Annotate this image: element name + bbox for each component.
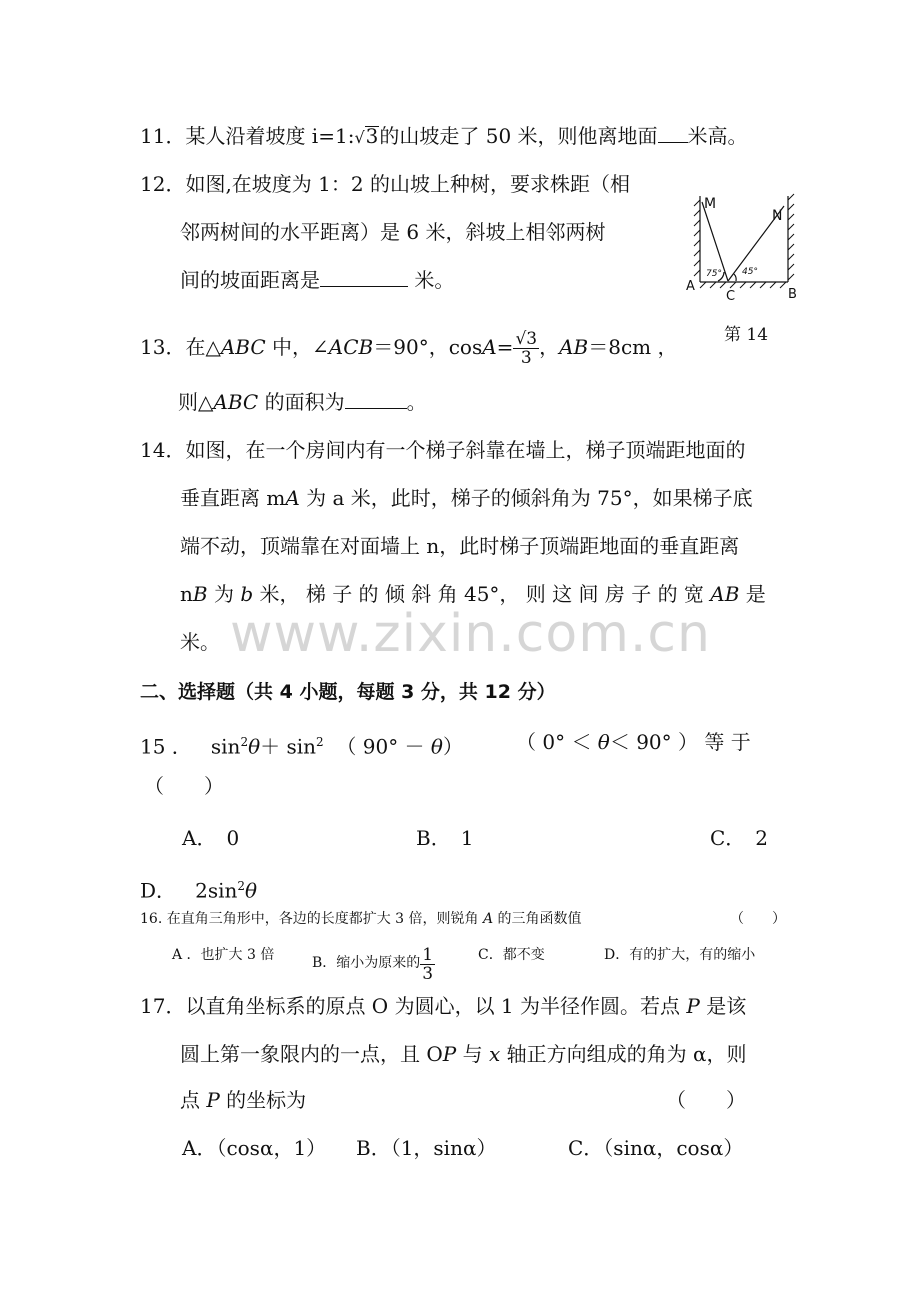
question-12-line-3: 间的坡面距离是 米。 xyxy=(180,268,455,292)
question-15-condition: （ 0° ＜ θ＜ 90° ） 等 于 xyxy=(516,730,751,754)
question-13-line-2: 则△ABC 的面积为 。 xyxy=(178,390,427,414)
question-17-line-2: 圆上第一象限内的一点，且 OP 与 x 轴正方向组成的角为 α，则 xyxy=(180,1042,747,1066)
question-17-line-1: 17．以直角坐标系的原点 O 为圆心，以 1 为半径作圆。若点 P 是该 xyxy=(140,994,747,1018)
option-D: D． $2\sin^2\theta$ xyxy=(140,878,258,903)
question-12-line-2: 邻两树间的水平距离）是 6 米，斜坡上相邻两树 xyxy=(180,220,606,244)
answer-blank xyxy=(345,390,407,409)
question-13-line-1: 13．在△ABC 中，∠ACB＝90°，cosA= $\frac{√3}{3}$ ，AB＝8cm ， xyxy=(140,329,678,368)
angle-label-75: 75° xyxy=(706,269,722,279)
q17-option-A: A．（cosα，1） xyxy=(182,1136,327,1160)
label-M: M xyxy=(704,196,717,212)
label-B: B xyxy=(788,287,797,302)
answer-bracket: （ ） xyxy=(730,911,786,927)
q16-option-A: A ．也扩大 3 倍 xyxy=(172,947,275,963)
question-15-line-1: 15 ． $\sin^2\theta+ \sin^2$ （ 90° － θ） xyxy=(140,734,463,759)
label-N: N xyxy=(772,208,783,224)
q11-text: 某人沿着坡度 i=1: xyxy=(185,124,355,148)
answer-bracket: （ ） xyxy=(144,774,224,798)
figure-caption: 第 14 xyxy=(724,325,769,345)
section-2-title: 二、选择题（共 4 小题，每题 3 分，共 12 分） xyxy=(140,681,556,703)
answer-bracket: （ ） xyxy=(666,1088,746,1112)
q17-option-B: B．（1，sinα） xyxy=(356,1136,497,1160)
question-14-line-5: 米。 xyxy=(180,630,220,654)
option-C: C． 2 xyxy=(710,826,769,850)
q17-option-C: C．（sinα，cosα） xyxy=(568,1136,744,1160)
question-16-stem: 16. 在直角三角形中，各边的长度都扩大 3 倍，则锐角 A 的三角函数值 xyxy=(140,911,582,927)
question-14-line-2: 垂直距离 mA 为 a 米，此时，梯子的倾斜角为 75°，如果梯子底 xyxy=(180,486,753,510)
q16-option-C: C．都不变 xyxy=(478,947,545,963)
question-12-line-1: 12．如图,在坡度为 1：2 的山坡上种树，要求株距（相 xyxy=(140,172,630,196)
angle-label-45: 45° xyxy=(742,267,758,277)
answer-blank xyxy=(320,268,408,287)
question-number: 11． xyxy=(140,124,186,148)
sqrt-value: 3 xyxy=(365,124,379,148)
q16-option-B: B．缩小为原来的 $\frac{1}{3}$ xyxy=(312,945,434,984)
question-17-line-3: 点 P 的坐标为 xyxy=(180,1088,307,1112)
question-11: 11．某人沿着坡度 i=1:√3的山坡走了 50 米，则他离地面 米高。 xyxy=(140,124,748,148)
label-A: A xyxy=(686,279,695,294)
answer-blank xyxy=(658,124,688,143)
option-B: B． 1 xyxy=(416,826,474,850)
q11-text-2: 的山坡走了 50 米，则他离地面 xyxy=(379,124,658,148)
q11-text-3: 米高。 xyxy=(687,124,748,148)
ladder-figure xyxy=(680,188,810,348)
question-14-line-3: 端不动，顶端靠在对面墙上 n，此时梯子顶端距地面的垂直距离 xyxy=(180,534,740,558)
fraction-sqrt3-over-3: $\frac{√3}{3}$ xyxy=(515,329,538,368)
q16-option-D: D．有的扩大，有的缩小 xyxy=(604,947,756,963)
label-C: C xyxy=(726,289,736,304)
question-14-line-4: nB 为 b 米， 梯 子 的 倾 斜 角 45°， 则 这 间 房 子 的 宽 AB 是 xyxy=(180,582,766,606)
option-A: A． 0 xyxy=(182,826,240,850)
question-14-line-1: 14．如图，在一个房间内有一个梯子斜靠在墙上，梯子顶端距地面的 xyxy=(140,438,746,462)
watermark: www.zixin.com.cn xyxy=(230,604,711,664)
